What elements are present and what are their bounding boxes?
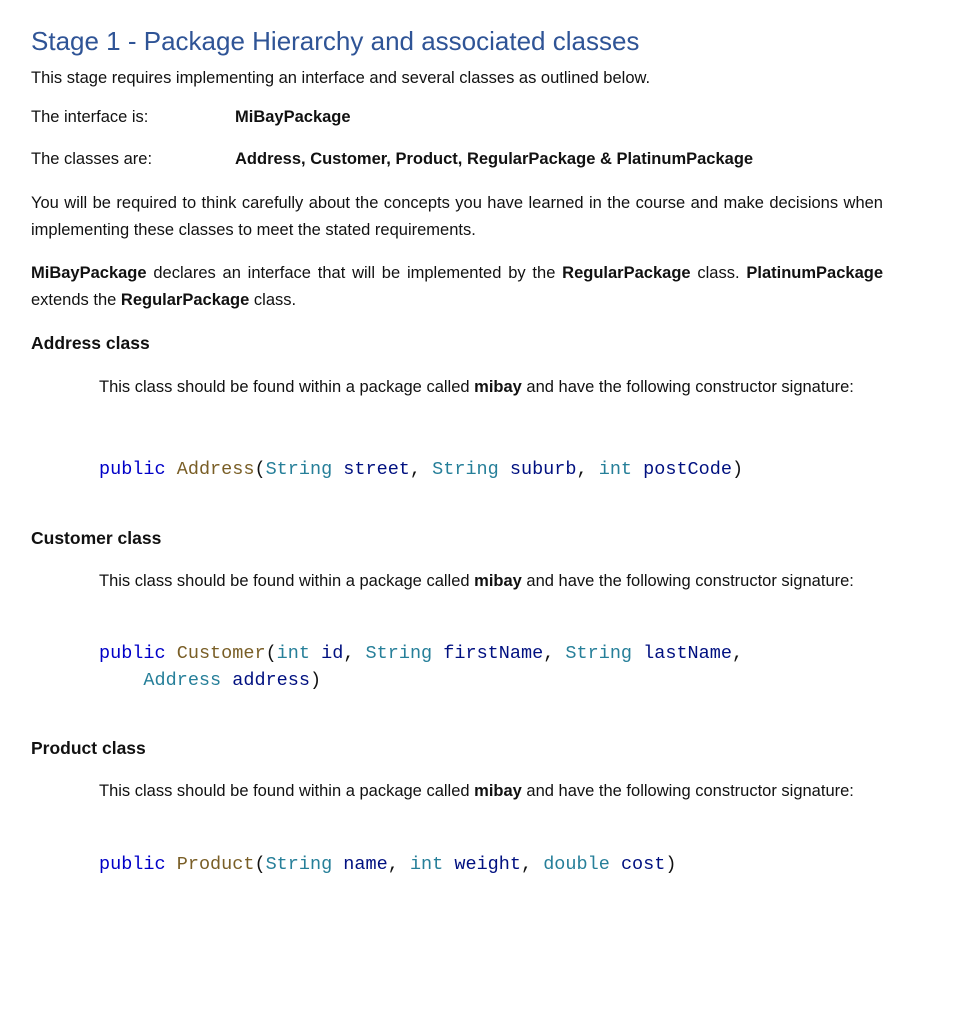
code-customer-constructor: [99, 640, 743, 694]
code-token-p: ,: [387, 854, 410, 875]
code-token-kw: public: [99, 643, 166, 664]
package-name: mibay: [474, 378, 522, 396]
code-line: [99, 640, 743, 667]
code-token-type: String: [365, 643, 433, 664]
code-token-p: ): [309, 670, 322, 691]
code-line: [99, 667, 743, 694]
interface-label: The interface is:: [31, 108, 149, 126]
code-token-id: id: [321, 643, 344, 664]
code-token-id: suburb: [509, 459, 577, 480]
code-address-constructor: [99, 456, 743, 483]
code-token-p: [166, 854, 177, 875]
code-token-type: int: [598, 459, 633, 480]
code-line: [99, 851, 676, 878]
code-token-p: [432, 643, 443, 664]
code-token-p: ,: [409, 459, 433, 480]
code-token-id: lastName: [643, 643, 732, 664]
code-token-kw: public: [99, 854, 166, 875]
interface-name: MiBayPackage: [31, 264, 147, 282]
code-token-p: [221, 670, 232, 691]
intro-text: This stage requires implementing an interface and several classes as outlined below.: [31, 69, 651, 87]
code-token-p: (: [254, 459, 266, 480]
code-token-p: ,: [520, 854, 544, 875]
class-name: RegularPackage: [120, 291, 250, 309]
class-name: PlatinumPackage: [746, 264, 883, 282]
code-product-constructor: [99, 851, 676, 878]
code-token-p: [99, 670, 143, 691]
code-token-type: String: [265, 854, 333, 875]
code-token-p: (: [254, 854, 266, 875]
text: This class should be found within a package called: [99, 378, 475, 396]
code-token-kw: public: [99, 459, 166, 480]
code-token-id: weight: [454, 854, 521, 875]
section-heading-customer: Customer class: [31, 528, 162, 548]
interface-value: MiBayPackage: [235, 108, 351, 126]
code-token-p: ,: [731, 643, 744, 664]
code-token-p: [610, 854, 621, 875]
code-token-p: [166, 459, 177, 480]
page-title: Stage 1 - Package Hierarchy and associated classes: [31, 26, 640, 56]
code-token-p: [310, 643, 321, 664]
code-token-p: ,: [576, 459, 599, 480]
code-token-p: [166, 643, 177, 664]
code-token-id: postCode: [643, 459, 732, 480]
text: class.: [690, 264, 747, 282]
text: This class should be found within a package called: [99, 572, 475, 590]
requirements-paragraph: You will be required to think carefully about the concepts you have learned in the course and make decisions when implementing these classes to meet the stated requirements.: [31, 194, 883, 239]
code-token-type: String: [265, 459, 333, 480]
code-token-p: (: [265, 643, 277, 664]
code-token-type: int: [409, 854, 444, 875]
code-token-p: [332, 459, 343, 480]
text: This class should be found within a package called: [99, 782, 475, 800]
text: and have the following constructor signature:: [521, 572, 854, 590]
section-desc-customer: [99, 568, 883, 595]
code-token-p: ): [731, 459, 744, 480]
section-desc-product: [99, 778, 883, 805]
code-token-id: street: [343, 459, 410, 480]
code-token-p: [632, 459, 643, 480]
code-token-type: String: [432, 459, 499, 480]
section-heading-product: Product class: [31, 738, 146, 758]
section-heading-address: Address class: [31, 333, 150, 353]
code-token-type: double: [543, 854, 610, 875]
text: declares an interface that will be implemented by the: [146, 264, 563, 282]
code-token-p: [632, 643, 643, 664]
code-token-p: [443, 854, 454, 875]
package-name: mibay: [474, 782, 522, 800]
code-token-p: [499, 459, 510, 480]
classes-label: The classes are:: [31, 150, 153, 168]
text: and have the following constructor signature:: [521, 378, 854, 396]
code-token-cls: Customer: [176, 643, 266, 664]
package-name: mibay: [474, 572, 522, 590]
code-token-type: Address: [143, 670, 222, 691]
code-token-p: ): [665, 854, 677, 875]
hierarchy-paragraph: [31, 260, 883, 314]
classes-value: Address, Customer, Product, RegularPackage & PlatinumPackage: [235, 150, 754, 168]
code-token-id: firstName: [443, 643, 544, 664]
code-token-cls: Product: [176, 854, 255, 875]
code-token-p: ,: [343, 643, 366, 664]
text: class.: [249, 291, 297, 309]
code-token-id: address: [232, 670, 310, 691]
code-token-id: cost: [620, 854, 666, 875]
text: extends the: [31, 291, 121, 309]
code-token-p: [332, 854, 343, 875]
code-token-type: int: [276, 643, 310, 664]
code-token-id: name: [343, 854, 388, 875]
section-desc-address: [99, 374, 883, 401]
text: and have the following constructor signature:: [521, 782, 854, 800]
class-name: RegularPackage: [562, 264, 691, 282]
code-token-cls: Address: [176, 459, 255, 480]
code-line: [99, 456, 743, 483]
code-token-type: String: [565, 643, 633, 664]
code-token-p: ,: [543, 643, 566, 664]
